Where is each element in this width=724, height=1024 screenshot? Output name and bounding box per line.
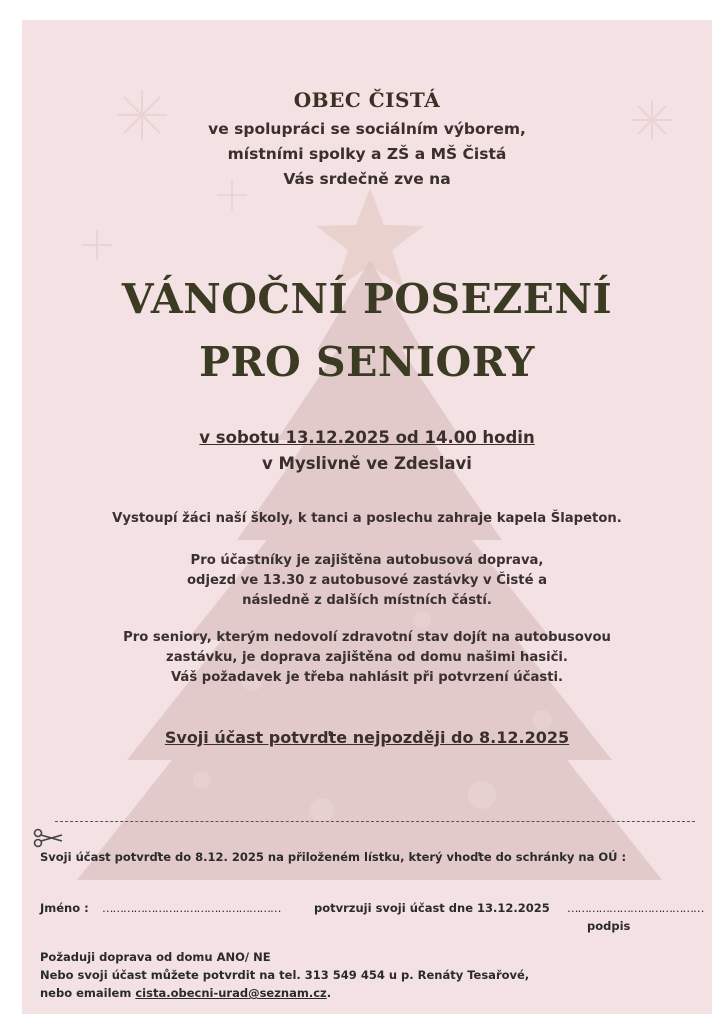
transport-line3: následně z dalších místních částí. <box>242 593 492 608</box>
transport-request-line: Požaduji doprava od domu ANO/ NE <box>40 950 271 964</box>
event-date: v sobotu 13.12.2025 od 14.00 hodin <box>199 428 535 447</box>
email-link[interactable]: cista.obecni-urad@seznam.cz <box>135 986 327 1000</box>
scissors-icon <box>32 828 66 848</box>
event-place: v Myslivně ve Zdeslavi <box>262 454 472 473</box>
signature-label: podpis <box>587 919 631 933</box>
phone-contact-line: Nebo svoji účast můžete potvrdit na tel. 313 549 454 u p. Renáty Tesařové, <box>40 968 530 982</box>
email-contact-line <box>40 986 331 1000</box>
signature-field[interactable]: ………………………………… <box>567 901 704 915</box>
cooperation-line: ve spolupráci se sociálním výborem, <box>208 120 526 138</box>
reply-slip-intro: Svoji účast potvrďte do 8.12. 2025 na přiloženém lístku, který vhoďte do schránky na OÚ : <box>40 850 627 864</box>
seniors-line2: zastávku, je doprava zajištěna od domu našimi hasiči. <box>166 650 568 665</box>
partners-line: místními spolky a ZŠ a MŠ Čistá <box>227 145 507 163</box>
invitation-line: Vás srdečně zve na <box>283 170 451 188</box>
cut-line <box>55 821 695 822</box>
seniors-line3: Váš požadavek je třeba nahlásit při potvrzení účasti. <box>170 670 564 685</box>
transport-line2: odjezd ve 13.30 z autobusové zastávky v Čisté a <box>186 573 548 588</box>
flyer-page <box>22 20 712 1014</box>
name-label: Jméno : <box>40 901 89 915</box>
event-title-line2: PRO SENIORY <box>199 338 535 386</box>
organizer-name: OBEC ČISTÁ <box>293 88 441 112</box>
seniors-line1: Pro seniory, kterým nedovolí zdravotní stav dojít na autobusovou <box>123 630 611 645</box>
event-title-line1: VÁNOČNÍ POSEZENÍ <box>121 275 613 323</box>
transport-line1: Pro účastníky je zajištěna autobusová doprava, <box>190 553 544 568</box>
email-suffix: . <box>326 986 332 1000</box>
name-field[interactable]: …………………………………………… <box>102 901 281 915</box>
confirm-deadline: Svoji účast potvrďte nejpozději do 8.12.2025 <box>164 728 570 747</box>
confirm-participation-text: potvrzuji svoji účast dne 13.12.2025 <box>314 901 550 915</box>
program-text: Vystoupí žáci naší školy, k tanci a poslechu zahraje kapela Šlapeton. <box>112 511 622 526</box>
email-prefix: nebo emailem <box>40 986 136 1000</box>
